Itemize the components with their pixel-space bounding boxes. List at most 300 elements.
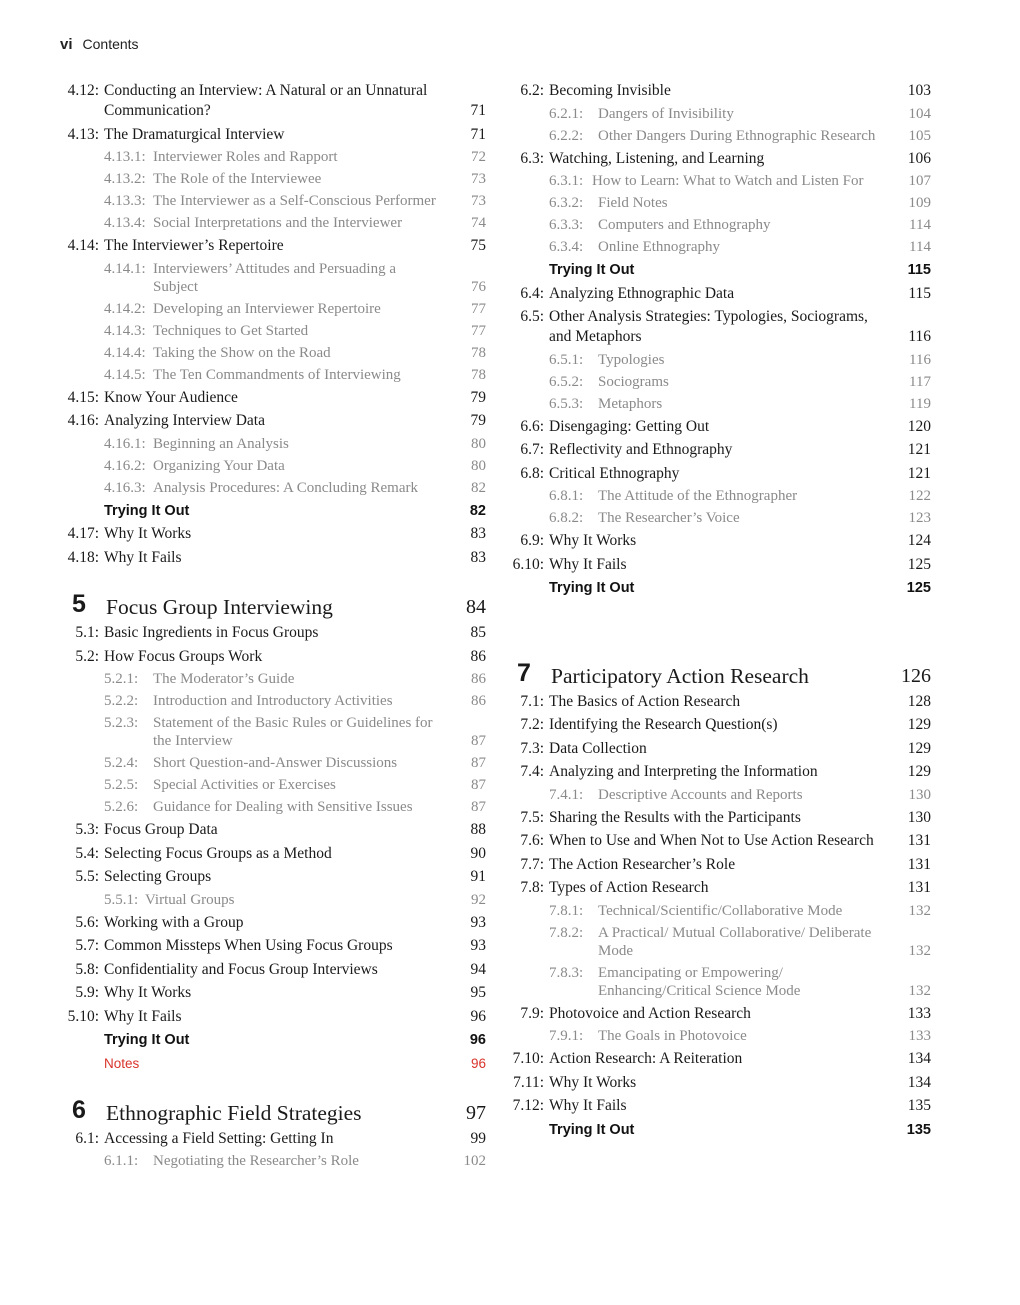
page-ref: 96 (469, 1032, 486, 1048)
section-title: The Researcher’s Voice (598, 510, 740, 526)
section-number: 6.2.2: (549, 127, 584, 144)
section-title: The Ten Commandments of Interviewing (153, 366, 401, 383)
section-title: Identifying the Research Question(s) (549, 716, 778, 733)
page-ref: 135 (907, 1097, 931, 1114)
section-title: A Practical/ Mutual Collaborative/ Deliberate Mode (598, 924, 872, 959)
section-title: Sharing the Results with the Participants (549, 808, 801, 826)
section-number: 7.1: (520, 692, 544, 710)
page-ref: 73 (471, 171, 486, 187)
toc-entry[interactable] (62, 192, 488, 210)
section-number: 7.2: (520, 716, 544, 733)
section-number: 5.8: (75, 960, 99, 978)
page-ref: 115 (908, 284, 931, 302)
toc-entry[interactable] (507, 964, 933, 1000)
chapter-title: Participatory Action Research (551, 663, 809, 688)
section-number: 5.5: (75, 868, 99, 885)
page-ref: 80 (471, 457, 486, 474)
section-number: 4.17: (67, 525, 99, 542)
toc-entry[interactable] (62, 300, 488, 318)
section-title: Negotiating the Researcher’s Role (153, 1153, 359, 1169)
toc-entry[interactable] (507, 531, 933, 551)
toc-entry[interactable] (62, 960, 488, 980)
page-ref: 72 (471, 149, 486, 165)
section-title: When to Use and When Not to Use Action Research (549, 832, 874, 849)
page-ref: 79 (470, 412, 486, 429)
section-number: 4.13.4: (104, 215, 146, 231)
toc-entry[interactable] (507, 127, 933, 145)
toc-entry[interactable] (62, 366, 488, 384)
section-title: Why It Fails (104, 1007, 182, 1025)
toc-entry[interactable] (62, 983, 488, 1003)
page-ref: 129 (907, 739, 931, 757)
section-number: 4.16: (67, 412, 99, 429)
page-ref: 132 (908, 982, 931, 999)
section-number: 6.7: (520, 441, 544, 458)
toc-entry[interactable] (62, 260, 488, 296)
toc-list-ch4-end (62, 81, 488, 568)
toc-entry[interactable] (62, 236, 488, 256)
section-number: 4.13.3: (104, 193, 146, 209)
toc-entry[interactable] (507, 808, 933, 828)
toc-entry[interactable] (507, 509, 933, 527)
section-title: Online Ethnography (598, 239, 721, 255)
section-number: 6.2.1: (549, 105, 584, 122)
toc-entry[interactable] (62, 411, 488, 431)
toc-entry[interactable] (507, 417, 933, 437)
toc-entry[interactable] (62, 148, 488, 166)
section-title: Statement of the Basic Rules or Guidelines for the Interview (153, 715, 433, 749)
section-title: The Basics of Action Research (549, 692, 741, 710)
chapter-number: 5 (72, 590, 86, 618)
toc-entry[interactable] (62, 936, 488, 956)
chapter-page: 126 (901, 664, 931, 687)
section-title: Selecting Focus Groups as a Method (104, 844, 332, 862)
toc-entry[interactable] (507, 1096, 933, 1116)
toc-entry[interactable] (507, 149, 933, 169)
page-ref: 131 (907, 879, 931, 896)
toc-entry[interactable] (507, 307, 933, 347)
toc-entry[interactable] (62, 125, 488, 145)
trying-it-out-entry[interactable] (62, 501, 488, 521)
toc-entry[interactable] (62, 322, 488, 340)
page-ref: 134 (907, 1073, 931, 1091)
trying-it-out-entry[interactable] (507, 578, 933, 598)
toc-entry[interactable] (507, 831, 933, 851)
page-ref: 90 (470, 844, 486, 862)
section-title: Watching, Listening, and Learning (549, 149, 765, 167)
toc-entry[interactable] (507, 878, 933, 898)
toc-entry[interactable] (62, 647, 488, 667)
section-number: 6.5: (520, 308, 544, 325)
page-ref: 132 (908, 902, 931, 919)
page-ref: 71 (470, 125, 486, 143)
chapter-title: Focus Group Interviewing (106, 595, 333, 619)
page-ref: 115 (907, 262, 931, 278)
toc-list-ch6-start (62, 1129, 488, 1171)
toc-entry[interactable] (62, 867, 488, 887)
section-number: 7.8: (520, 879, 544, 896)
chapter-number: 7 (517, 658, 531, 687)
section-number: 4.15: (67, 388, 99, 406)
section-title: The Goals in Photovoice (598, 1028, 747, 1044)
page-ref: 104 (908, 105, 931, 122)
toc-entry[interactable] (62, 388, 488, 408)
section-number: 7.9.1: (549, 1028, 584, 1044)
section-title: Trying It Out (104, 502, 190, 519)
chapter-heading-6[interactable] (62, 1095, 488, 1129)
section-title: Action Research: A Reiteration (549, 1050, 743, 1067)
page-ref: 87 (471, 733, 486, 749)
toc-entry[interactable] (62, 435, 488, 453)
page-ref: 131 (907, 832, 931, 849)
page-ref: 103 (907, 82, 931, 99)
section-title: Analyzing Interview Data (104, 412, 265, 429)
page-ref: 71 (470, 102, 486, 119)
toc-entry[interactable] (62, 776, 488, 794)
page-ref: 131 (907, 855, 931, 873)
toc-entry[interactable] (507, 692, 933, 712)
section-title: Typologies (598, 351, 665, 368)
section-title: The Moderator’s Guide (153, 671, 295, 687)
section-number: 4.14.4: (104, 344, 146, 361)
page-ref: 102 (463, 1153, 486, 1169)
toc-entry[interactable] (62, 844, 488, 864)
section-number: 7.11: (513, 1073, 544, 1091)
section-title: Critical Ethnography (549, 464, 680, 482)
page-ref: 80 (471, 435, 486, 452)
page-ref: 122 (908, 488, 931, 504)
section-title: Special Activities or Exercises (153, 777, 336, 793)
section-number: 6.4: (520, 284, 544, 302)
toc-entry[interactable] (507, 1004, 933, 1024)
page-ref: 96 (470, 1055, 486, 1071)
section-title: Organizing Your Data (153, 457, 285, 474)
page-ref: 75 (470, 237, 486, 254)
section-title: Descriptive Accounts and Reports (598, 786, 803, 803)
section-number: 5.2.1: (104, 671, 139, 687)
page-ref: 96 (470, 1007, 486, 1025)
page-ref: 99 (470, 1129, 486, 1147)
page-ref: 116 (909, 351, 931, 368)
running-header (60, 36, 139, 53)
section-number: 6.3.4: (549, 239, 584, 255)
toc-entry[interactable] (62, 457, 488, 475)
section-number: 6.2: (520, 82, 544, 99)
section-title: Common Missteps When Using Focus Groups (104, 937, 393, 954)
page-ref: 116 (908, 328, 931, 345)
section-title: Conducting an Interview: A Natural or an Unnatural Communication? (104, 82, 428, 119)
section-number: 4.13.1: (104, 149, 146, 165)
section-title: Analyzing Ethnographic Data (549, 284, 735, 302)
page-ref: 83 (470, 525, 486, 542)
toc-entry[interactable] (507, 395, 933, 413)
page-ref: 119 (909, 395, 931, 412)
section-title: Techniques to Get Started (153, 322, 309, 339)
section-title: Analyzing and Interpreting the Information (549, 763, 818, 780)
toc-entry[interactable] (62, 548, 488, 568)
section-number: 4.14.2: (104, 300, 146, 317)
page-ref: 93 (470, 913, 486, 931)
section-number: 6.3: (520, 149, 544, 167)
toc-entry[interactable] (507, 238, 933, 256)
section-number: 5.4: (75, 844, 99, 862)
toc-entry[interactable] (62, 1007, 488, 1027)
page-ref: 76 (471, 278, 486, 295)
toc-entry[interactable] (62, 344, 488, 362)
trying-it-out-entry[interactable] (507, 260, 933, 280)
page-ref: 107 (908, 173, 931, 189)
section-number: 6.8: (520, 464, 544, 482)
page-ref: 105 (908, 127, 931, 144)
toc-entry[interactable] (507, 373, 933, 391)
section-number: 4.13: (67, 125, 99, 143)
toc-list-ch5 (62, 623, 488, 1074)
page-ref: 88 (470, 821, 486, 838)
toc-entry[interactable] (507, 855, 933, 875)
toc-entry[interactable] (62, 891, 488, 909)
section-title: Notes (104, 1055, 140, 1071)
page-ref: 106 (907, 149, 931, 167)
section-title: Field Notes (598, 195, 668, 211)
toc-entry[interactable] (62, 670, 488, 688)
section-title: Accessing a Field Setting: Getting In (104, 1129, 334, 1147)
toc-right-column (507, 81, 933, 1143)
toc-entry[interactable] (507, 786, 933, 804)
page-ref: 130 (907, 808, 931, 826)
page-ref: 123 (908, 510, 931, 526)
page-ref: 95 (470, 984, 486, 1001)
section-number: 4.13.2: (104, 171, 146, 187)
chapter-title: Ethnographic Field Strategies (106, 1100, 362, 1125)
section-number: 5.7: (75, 937, 99, 954)
toc-entry[interactable] (507, 1049, 933, 1069)
section-title: Developing an Interviewer Repertoire (153, 300, 381, 317)
page-ref: 87 (471, 777, 486, 793)
page-ref: 121 (907, 441, 931, 458)
section-number: 4.12: (67, 82, 99, 99)
section-number: 6.3.1: (549, 173, 584, 189)
section-number: 6.6: (520, 417, 544, 435)
section-title: Trying It Out (104, 1032, 190, 1048)
section-number: 5.2.6: (104, 799, 139, 815)
page-ref: 130 (908, 786, 931, 803)
section-title: Photovoice and Action Research (549, 1004, 751, 1022)
toc-entry[interactable] (507, 1073, 933, 1093)
section-number: 4.14.5: (104, 366, 146, 383)
page-ref: 135 (906, 1121, 931, 1138)
section-number: 6.8.2: (549, 510, 584, 526)
page-ref: 79 (470, 388, 486, 406)
toc-entry[interactable] (507, 464, 933, 484)
section-number: 5.6: (75, 913, 99, 931)
toc-entry[interactable] (62, 81, 488, 121)
section-title: Analysis Procedures: A Concluding Remark (153, 479, 418, 496)
section-title: Why It Works (104, 984, 192, 1001)
section-title: Dangers of Invisibility (598, 105, 734, 122)
section-number: 4.14.3: (104, 322, 146, 339)
page-ref: 133 (908, 1028, 931, 1044)
section-number: 4.14.1: (104, 260, 146, 277)
section-title: Technical/Scientific/Collaborative Mode (598, 902, 843, 919)
toc-entry[interactable] (507, 902, 933, 920)
page-ref: 82 (471, 479, 486, 496)
page-ref: 121 (907, 464, 931, 482)
toc-entry[interactable] (507, 924, 933, 960)
section-number: 6.1: (75, 1129, 99, 1147)
section-number: 5.2.2: (104, 693, 139, 709)
toc-entry[interactable] (62, 1129, 488, 1149)
section-title: The Interviewer as a Self-Conscious Performer (153, 193, 436, 209)
section-title: Why It Works (549, 1073, 637, 1091)
toc-entry[interactable] (507, 105, 933, 123)
trying-it-out-entry[interactable] (62, 1030, 488, 1050)
section-number: 5.9: (75, 984, 99, 1001)
page-ref: 134 (907, 1050, 931, 1067)
toc-entry[interactable] (62, 820, 488, 840)
toc-entry[interactable] (507, 216, 933, 234)
section-number: 7.7: (520, 855, 544, 873)
toc-entry[interactable] (62, 714, 488, 750)
toc-entry[interactable] (507, 487, 933, 505)
chapter-heading-7[interactable] (507, 658, 933, 692)
toc-entry[interactable] (507, 1027, 933, 1045)
page-ref: 129 (907, 763, 931, 780)
toc-list-ch7 (507, 692, 933, 1140)
section-number: 6.3.2: (549, 195, 584, 211)
section-number: 5.2.4: (104, 755, 139, 771)
page-ref: 86 (471, 671, 486, 687)
toc-entry[interactable] (62, 1152, 488, 1170)
section-title: Why It Fails (549, 555, 627, 573)
section-number: 6.3.3: (549, 217, 584, 233)
section-number: 5.2.5: (104, 777, 139, 793)
page-ref: 117 (909, 373, 931, 390)
page-ref: 77 (471, 322, 486, 339)
section-title: Confidentiality and Focus Group Interviews (104, 960, 378, 978)
toc-entry[interactable] (62, 754, 488, 772)
section-title: Why It Works (104, 525, 192, 542)
toc-entry[interactable] (507, 440, 933, 460)
section-title: The Interviewer’s Repertoire (104, 237, 284, 254)
section-title: Guidance for Dealing with Sensitive Issues (153, 799, 413, 815)
section-number: 5.2: (75, 647, 99, 665)
section-number: 4.16.1: (104, 435, 146, 452)
section-number: 5.3: (75, 821, 99, 838)
page-ref: 120 (907, 417, 931, 435)
section-title: Introduction and Introductory Activities (153, 693, 393, 709)
section-number: 6.5.2: (549, 373, 584, 390)
chapter-page: 97 (466, 1101, 486, 1124)
section-title: Virtual Groups (145, 891, 235, 908)
toc-entry[interactable] (62, 479, 488, 497)
page-ref: 94 (470, 960, 486, 978)
page-ref: 114 (909, 217, 931, 233)
section-number: 7.8.1: (549, 902, 584, 919)
toc-entry[interactable] (62, 913, 488, 933)
section-title: Reflectivity and Ethnography (549, 441, 733, 458)
section-title: Types of Action Research (549, 879, 709, 896)
section-title: Interviewer Roles and Rapport (153, 149, 338, 165)
page-ref: 78 (471, 366, 486, 383)
section-title: Social Interpretations and the Interviewer (153, 215, 403, 231)
chapter-heading-5[interactable] (62, 589, 488, 623)
page-ref: 82 (469, 502, 486, 519)
chapter-number: 6 (72, 1095, 86, 1124)
toc-entry[interactable] (507, 81, 933, 101)
section-title: Why It Works (549, 532, 637, 549)
section-title: Why It Fails (549, 1097, 627, 1114)
toc-entry[interactable] (507, 555, 933, 575)
section-title: Short Question-and-Answer Discussions (153, 755, 398, 771)
trying-it-out-entry[interactable] (507, 1120, 933, 1140)
section-title: Trying It Out (549, 1121, 635, 1138)
toc-entry[interactable] (507, 715, 933, 735)
page-ref: 77 (471, 300, 486, 317)
section-number: 6.5.1: (549, 351, 584, 368)
section-title: How Focus Groups Work (104, 647, 263, 665)
section-title: The Dramaturgical Interview (104, 125, 285, 143)
section-title: Other Dangers During Ethnographic Research (598, 127, 876, 144)
section-title: Sociograms (598, 373, 669, 390)
toc-entry[interactable] (507, 739, 933, 759)
section-number: 6.1.1: (104, 1153, 139, 1169)
section-number: 7.9: (520, 1004, 544, 1022)
page-ref: 86 (470, 647, 486, 665)
toc-entry[interactable] (62, 524, 488, 544)
toc-entry[interactable] (507, 172, 933, 190)
toc-entry[interactable] (507, 194, 933, 212)
toc-entry[interactable] (62, 623, 488, 643)
toc-entry[interactable] (507, 351, 933, 369)
toc-entry[interactable] (507, 284, 933, 304)
section-title: The Role of the Interviewee (153, 171, 322, 187)
section-title: Data Collection (549, 739, 647, 757)
section-number: 7.8.2: (549, 924, 584, 941)
page-ref: 124 (907, 532, 931, 549)
section-number: 6.9: (520, 532, 544, 549)
section-number: 6.5.3: (549, 395, 584, 412)
section-number: 5.10: (67, 1007, 99, 1025)
section-number: 7.4: (520, 763, 544, 780)
section-number: 7.4.1: (549, 786, 584, 803)
section-title: Beginning an Analysis (153, 435, 289, 452)
toc-entry[interactable] (62, 214, 488, 232)
chapter-page: 84 (466, 596, 486, 618)
section-number: 4.18: (67, 548, 99, 566)
toc-entry[interactable] (507, 762, 933, 782)
section-title: Why It Fails (104, 548, 182, 566)
page-ref: 85 (470, 624, 486, 641)
toc-entry[interactable] (62, 170, 488, 188)
page-ref: 87 (471, 755, 486, 771)
section-title: The Attitude of the Ethnographer (598, 488, 798, 504)
notes-entry[interactable] (62, 1054, 488, 1074)
section-title: Becoming Invisible (549, 82, 671, 99)
section-title: Trying It Out (549, 580, 635, 596)
section-title: Focus Group Data (104, 821, 218, 838)
page-number: vi (60, 36, 73, 53)
section-title: Trying It Out (549, 262, 635, 278)
section-title: Metaphors (598, 395, 663, 412)
page-ref: 87 (471, 799, 486, 815)
toc-entry[interactable] (62, 692, 488, 710)
section-title: Selecting Groups (104, 868, 212, 885)
section-title: How to Learn: What to Watch and Listen For (592, 173, 864, 189)
section-title: Basic Ingredients in Focus Groups (104, 624, 319, 641)
section-title: Know Your Audience (104, 388, 238, 406)
toc-entry[interactable] (62, 798, 488, 816)
section-title: Disengaging: Getting Out (549, 417, 710, 435)
